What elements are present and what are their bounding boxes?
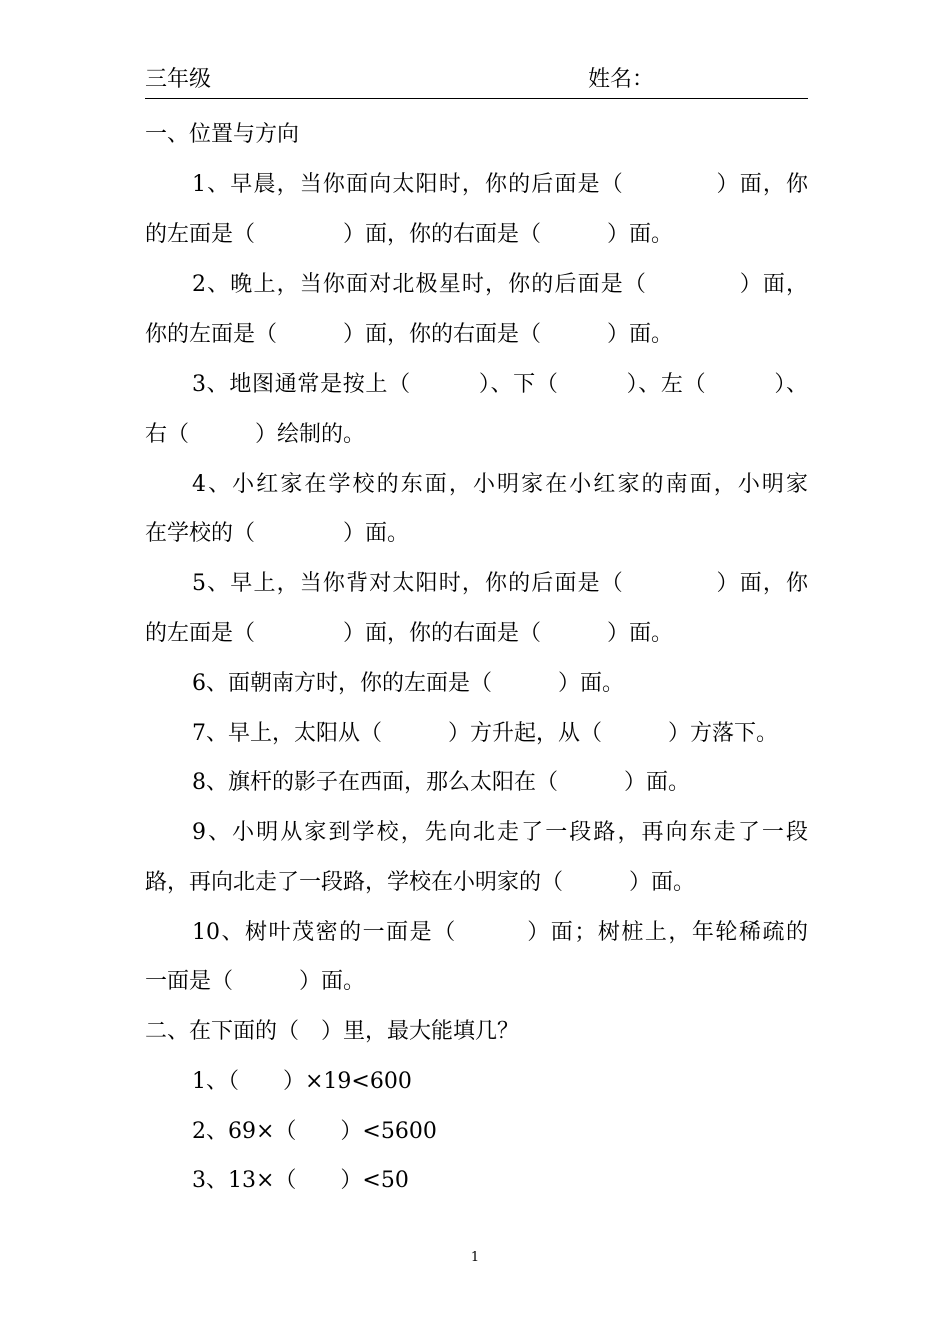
question-line: 3、13×（ ）<50: [192, 1168, 409, 1193]
question-line: 在学校的（ ）面。: [145, 521, 410, 546]
question-line: 的左面是（ ）面，你的右面是（ ）面。: [145, 222, 674, 247]
question-line: 4、小红家在学校的东面，小明家在小红家的南面，小明家: [192, 472, 808, 497]
section-title-max-fill: 二、在下面的（ ）里，最大能填几？: [145, 1019, 520, 1044]
question-line: 7、早上，太阳从（ ）方升起，从（ ）方落下。: [192, 721, 778, 746]
question-line: 一面是（ ）面。: [145, 969, 366, 994]
question-line: 2、69×（ ）<5600: [192, 1119, 437, 1144]
question-line: 右（ ）绘制的。: [145, 422, 366, 447]
question-line: 的左面是（ ）面，你的右面是（ ）面。: [145, 621, 674, 646]
question-line: 5、早上，当你背对太阳时，你的后面是（ ）面，你: [192, 571, 808, 596]
section-title-position-direction: 一、位置与方向: [145, 122, 300, 147]
question-line: 你的左面是（ ）面，你的右面是（ ）面。: [145, 322, 674, 347]
question-line: 9、小明从家到学校，先向北走了一段路，再向东走了一段: [192, 820, 808, 845]
question-line: 2、晚上，当你面对北极星时，你的后面是（ ）面，: [192, 272, 808, 297]
question-line: 10、树叶茂密的一面是（ ）面；树桩上，年轮稀疏的: [192, 920, 808, 945]
name-label: 姓名：: [588, 67, 655, 92]
page-number: 1: [470, 1250, 480, 1265]
question-line: 3、地图通常是按上（ ）、下（ ）、左（ ）、: [192, 372, 808, 397]
question-line: 1、早晨，当你面向太阳时，你的后面是（ ）面，你: [192, 172, 808, 197]
question-line: 1、（ ）×19<600: [192, 1069, 412, 1094]
question-line: 6、面朝南方时，你的左面是（ ）面。: [192, 671, 624, 696]
question-line: 路，再向北走了一段路，学校在小明家的（ ）面。: [145, 870, 696, 895]
worksheet-header: [145, 62, 808, 99]
grade-label: 三年级: [145, 67, 212, 92]
question-line: 8、旗杆的影子在西面，那么太阳在（ ）面。: [192, 770, 690, 795]
